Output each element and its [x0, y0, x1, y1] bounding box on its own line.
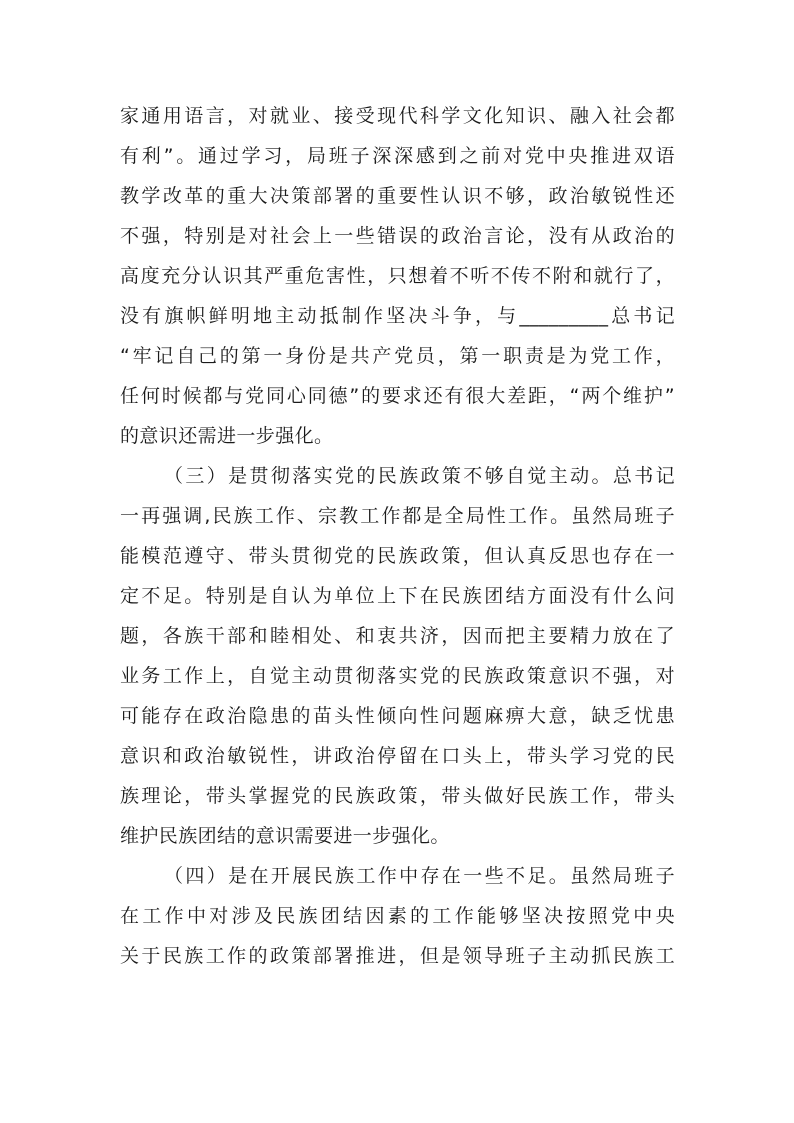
paragraph-1	[120, 96, 675, 456]
text-line: 业务工作上，自觉主动贯彻落实党的民族政策意识不强，对	[120, 665, 675, 687]
paragraph-3	[120, 856, 675, 976]
text-line: 意识和政治敏锐性，讲政治停留在口头上，带头学习党的民	[120, 745, 675, 767]
text-line: （四）是在开展民族工作中存在一些不足。虽然局班子	[164, 865, 675, 887]
document-body	[120, 96, 675, 976]
text-line: 有利”。通过学习，局班子深深感到之前对党中央推进双语	[120, 145, 675, 167]
text-line: “牢记自己的第一身份是共产党员，第一职责是为党工作，	[120, 345, 675, 367]
text-line: 高度充分认识其严重危害性，只想着不听不传不附和就行了，	[120, 265, 675, 287]
text-line: （三）是贯彻落实党的民族政策不够自觉主动。总书记	[164, 465, 675, 487]
text-line: 没有旗帜鲜明地主动抵制作坚决斗争，与_________总书记	[120, 305, 675, 327]
text-line: 教学改革的重大决策部署的重要性认识不够，政治敏锐性还	[120, 185, 675, 207]
text-line: 维护民族团结的意识需要进一步强化。	[120, 825, 450, 847]
text-line: 家通用语言，对就业、接受现代科学文化知识、融入社会都	[120, 105, 675, 127]
text-line: 一再强调,民族工作、宗教工作都是全局性工作。虽然局班子	[120, 505, 675, 527]
text-line: 定不足。特别是自认为单位上下在民族团结方面没有什么问	[120, 585, 675, 607]
text-line: 可能存在政治隐患的苗头性倾向性问题麻痹大意，缺乏忧患	[120, 705, 675, 727]
text-line: 关于民族工作的政策部署推进，但是领导班子主动抓民族工	[120, 945, 675, 967]
text-line: 能模范遵守、带头贯彻党的民族政策，但认真反思也存在一	[120, 545, 675, 567]
paragraph-2	[120, 456, 675, 856]
text-line: 的意识还需进一步强化。	[120, 425, 334, 447]
text-line: 题，各族干部和睦相处、和衷共济，因而把主要精力放在了	[120, 625, 675, 647]
text-line: 不强，特别是对社会上一些错误的政治言论，没有从政治的	[120, 225, 675, 247]
text-line: 族理论，带头掌握党的民族政策，带头做好民族工作，带头	[120, 785, 675, 807]
text-line: 在工作中对涉及民族团结因素的工作能够坚决按照党中央	[120, 905, 675, 927]
text-line: 任何时候都与党同心同德”的要求还有很大差距，“两个维护”	[120, 385, 675, 407]
